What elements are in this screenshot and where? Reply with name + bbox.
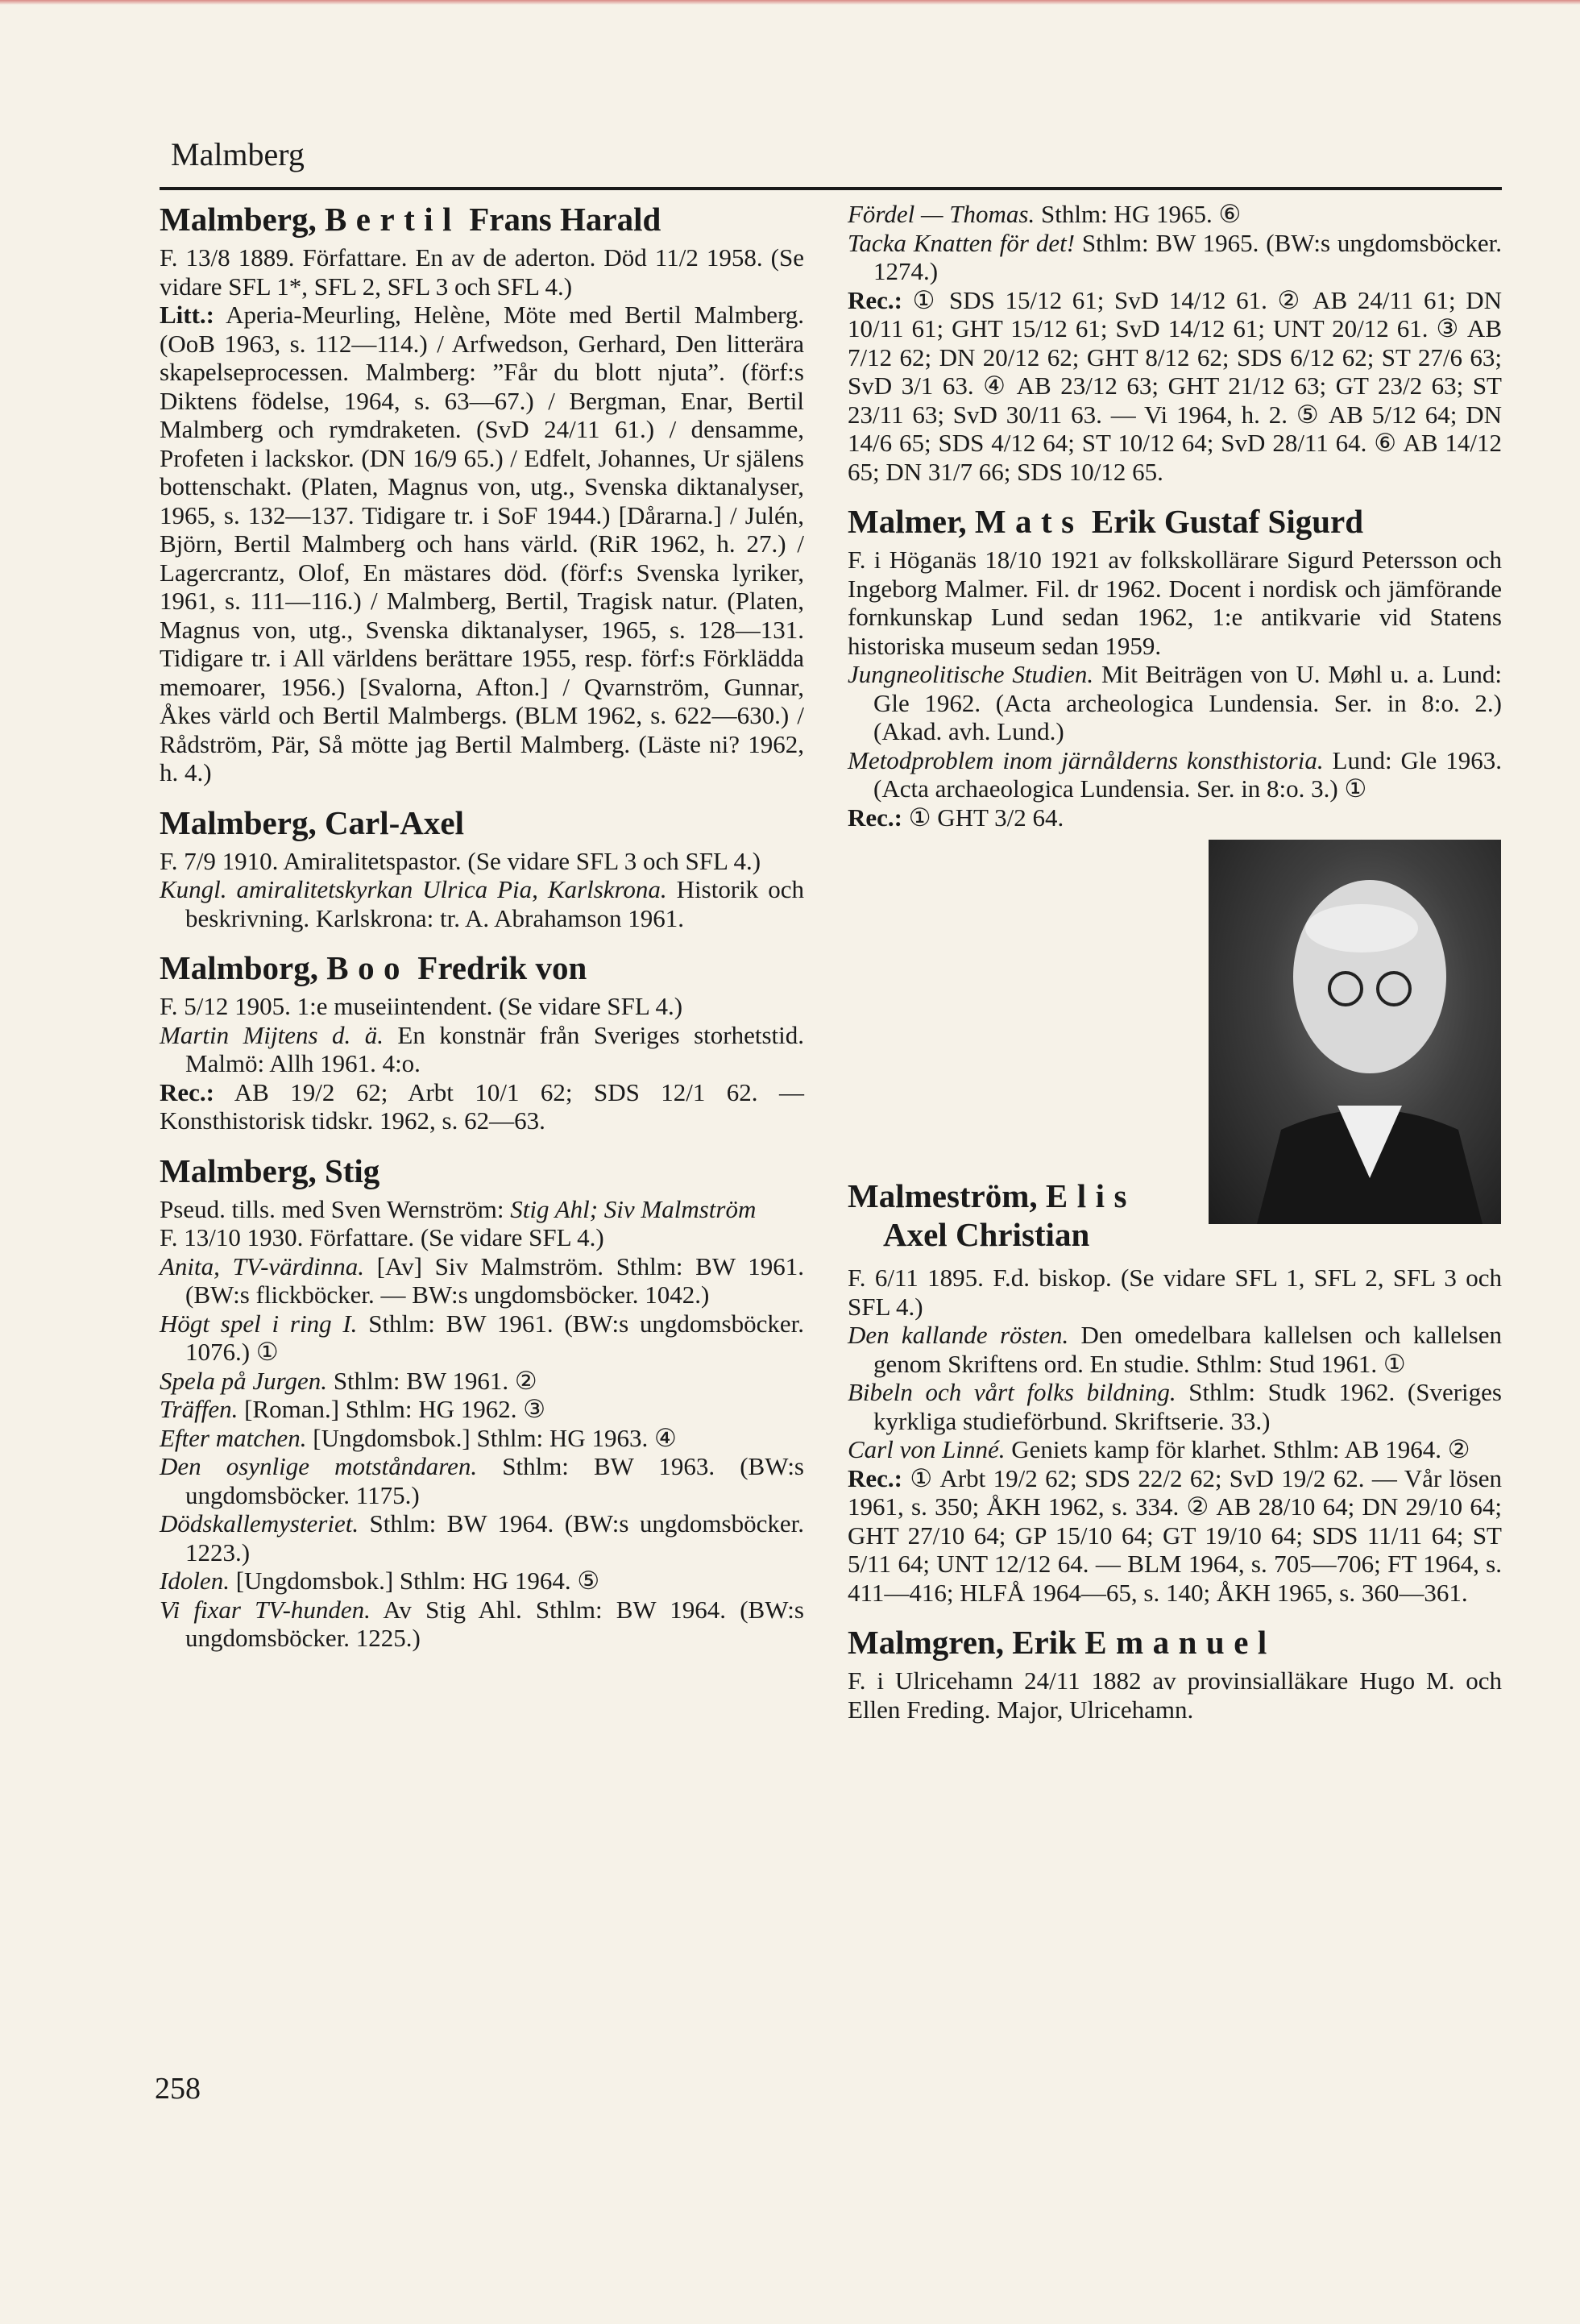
entry-bio: F. 13/10 1930. Författare. (Se vidare SFL 4.) (160, 1223, 604, 1251)
work-item: Spela på Jurgen. Sthlm: BW 1961. ② (160, 1366, 537, 1395)
entry-heading-elis: Malmeström, Elis Axel Christian (848, 1177, 1136, 1253)
work-item: Kungl. amiralitetskyrkan Ulrica Pia, Karlskrona. Historik och beskrivning. Karlskrona: tr. A. Abrahamson 1961. (160, 875, 805, 932)
entry-bio: F. 6/11 1895. F.d. biskop. (Se vidare SFL 1, SFL 2, SFL 3 och SFL 4.) (848, 1264, 1502, 1321)
portrait-photo (1209, 840, 1501, 1224)
pseudonym-note: Pseud. tills. med Sven Wernström: Stig Ahl; Siv Malmström (160, 1194, 757, 1223)
work-item: Carl von Linné. Geniets kamp för klarhet. Sthlm: AB 1964. ② (848, 1435, 1470, 1463)
portrait-silhouette (1209, 840, 1501, 1224)
page-number: 258 (155, 2072, 201, 2106)
header-rule (160, 187, 1502, 190)
work-item: Efter matchen. [Ungdomsbok.] Sthlm: HG 1963. ④ (160, 1423, 677, 1452)
entry-bio: F. 7/9 1910. Amiralitetspastor. (Se vidare SFL 3 och SFL 4.) (160, 846, 761, 875)
portrait-block (848, 832, 1502, 1253)
work-item: Dödskallemysteriet. Sthlm: BW 1964. (BW:s ungdomsböcker. 1223.) (160, 1509, 804, 1567)
work-item: Vi fixar TV-hunden. Av Stig Ahl. Sthlm: BW 1964. (BW:s ungdomsböcker. 1225.) (160, 1595, 804, 1652)
literature-list: Litt.: Aperia-Meurling, Helène, Möte med Bertil Malmberg. (OoB 1963, s. 112—114.) / Arfwedson, Gerhard, Den litterära skapelseprocessen. Malmberg: ”Får du blott njuta”. (förf:s Diktens födelse, 1964, s. 63—67.) / Bergman, Enar, Bertil Malmberg och rymdraketen. (SvD 24/11 61.) / densamme, Profeten i lackskor. (DN 16/9 65.) / Edfelt, Johannes, Ur själens bottenschakt. (Platen, Magnus von, utg., Svenska diktanalyser, 1965, s. 132—137. Tidigare tr. i SoF 1944.) [Dårarna.] / Julén, Björn, Bertil Malmberg och hans värld. (RiR 1962, h. 27.) / Lagercrantz, Olof, En mästares död. (förf:s Svenska lyriker, 1961, s. 111—116.) / Malmberg, Bertil, Tragisk natur. (Platen, Magnus von, utg., Svenska diktanalyser, 1965, s. 128—131. Tidigare tr. i All världens berättare 1955, resp. förf:s Förklädda memoarer, 1956.) [Svalorna, Afton.] / Qvarnström, Gunnar, Åkes värld och Bertil Malmbergs. (BLM 1962, s. 622—630.) / Rådström, Pär, Så mötte jag Bertil Malmberg. (Läste ni? 1962, h. 4.) (160, 301, 804, 786)
work-item: Idolen. [Ungdomsbok.] Sthlm: HG 1964. ⑤ (160, 1567, 600, 1595)
reviews: Rec.: ① Arbt 19/2 62; SDS 22/2 62; SvD 19/2 62. — Vår lösen 1961, s. 350; ÅKH 1962, s. 334. ② AB 28/10 64; DN 29/10 64; GHT 27/10 64; GP 15/10 64; GT 19/10 64; SDS 11/11 64; ST 5/11 64; UNT 12/12 64. — BLM 1964, s. 705—706; FT 1964, s. 411—416; HLFÅ 1964—65, s. 140; ÅKH 1965, s. 360—361. (848, 1463, 1502, 1607)
running-head: Malmberg (171, 136, 305, 172)
work-item: Högt spel i ring I. Sthlm: BW 1961. (BW:s ungdomsböcker. 1076.) ① (160, 1309, 804, 1366)
work-item: Träffen. [Roman.] Sthlm: HG 1962. ③ (160, 1395, 546, 1423)
work-item: Den osynlige motståndaren. Sthlm: BW 1963. (BW:s ungdomsböcker. 1175.) (160, 1452, 804, 1509)
reviews: Rec.: ① GHT 3/2 64. (848, 803, 1064, 832)
entry-heading-carl-axel: Malmberg, Carl-Axel (160, 803, 464, 841)
entry-heading-mats: Malmer, Mats Erik Gustaf Sigurd (848, 503, 1364, 540)
work-item: Jungneolitische Studien. Mit Beiträgen von U. Møhl u. a. Lund: Gle 1962. (Acta archeologica Lundensia. Ser. in 8:o. 2.) (Akad. avh. Lund.) (848, 660, 1502, 745)
left-column (160, 200, 804, 1653)
works-list (160, 1252, 804, 1653)
entry-heading-stig: Malmberg, Stig (160, 1152, 380, 1189)
right-column (848, 200, 1502, 1724)
entry-bio: F. i Ulricehamn 24/11 1882 av provinsialläkare Hugo M. och Ellen Freding. Major, Ulricehamn. (848, 1666, 1502, 1724)
entry-bio: F. i Höganäs 18/10 1921 av folkskollärare Sigurd Petersson och Ingeborg Malmer. Fil. dr 1962. Docent i nordisk och jämförande fornkunskap Lund sedan 1962, 1:e antikvarie vid Statens historiska museum sedan 1959. (848, 546, 1502, 660)
work-item: Tacka Knatten för det! Sthlm: BW 1965. (BW:s ungdomsböcker. 1274.) (848, 228, 1502, 285)
entry-bio: F. 13/8 1889. Författare. En av de aderton. Död 11/2 1958. (Se vidare SFL 1*, SFL 2, SFL 3 och SFL 4.) (160, 243, 804, 301)
entry-heading-bertil: Malmberg, Bertil Frans Harald (160, 201, 661, 238)
top-color-edge (0, 0, 1580, 5)
entry-heading-boo: Malmborg, Boo Fredrik von (160, 949, 587, 986)
work-item: Bibeln och vårt folks bildning. Sthlm: Studk 1962. (Sveriges kyrkliga studieförbund. Skriftserie. 33.) (848, 1378, 1502, 1435)
work-item: Anita, TV-värdinna. [Av] Siv Malmström. Sthlm: BW 1961. (BW:s flickböcker. — BW:s ungdomsböcker. 1042.) (160, 1251, 804, 1309)
work-item: Den kallande rösten. Den omedelbara kallelsen och kallelsen genom Skriftens ord. En studie. Sthlm: Stud 1961. ① (848, 1321, 1502, 1378)
entry-heading-erik: Malmgren, Erik Emanuel (848, 1624, 1276, 1661)
work-item: Metodproblem inom järnålderns konsthistoria. Lund: Gle 1963. (Acta archaeologica Lundensia. Ser. in 8:o. 3.) ① (848, 745, 1503, 803)
reviews: Rec.: ① SDS 15/12 61; SvD 14/12 61. ② AB 24/11 61; DN 10/11 61; GHT 15/12 61; SvD 14/12 61; UNT 20/12 61. ③ AB 7/12 62; DN 20/12 62; GHT 8/12 62; SDS 6/12 62; ST 27/6 63; SvD 3/1 63. ④ AB 23/12 63; GHT 21/12 63; GT 23/2 63; ST 23/11 63; SvD 30/11 63. — Vi 1964, h. 2. ⑤ AB 5/12 64; DN 14/6 65; SDS 4/12 64; ST 10/12 64; SvD 28/11 64. ⑥ AB 14/12 65; DN 31/7 66; SDS 10/12 65. (848, 285, 1502, 486)
work-item: Fördel — Thomas. Sthlm: HG 1965. ⑥ (848, 200, 1242, 228)
reviews: Rec.: AB 19/2 62; Arbt 10/1 62; SDS 12/1 62. — Konsthistorisk tidskr. 1962, s. 62—63. (160, 1077, 804, 1135)
work-item: Martin Mijtens d. ä. En konstnär från Sveriges storhetstid. Malmö: Allh 1961. 4:o. (160, 1020, 804, 1077)
entry-bio: F. 5/12 1905. 1:e museiintendent. (Se vidare SFL 4.) (160, 992, 683, 1020)
